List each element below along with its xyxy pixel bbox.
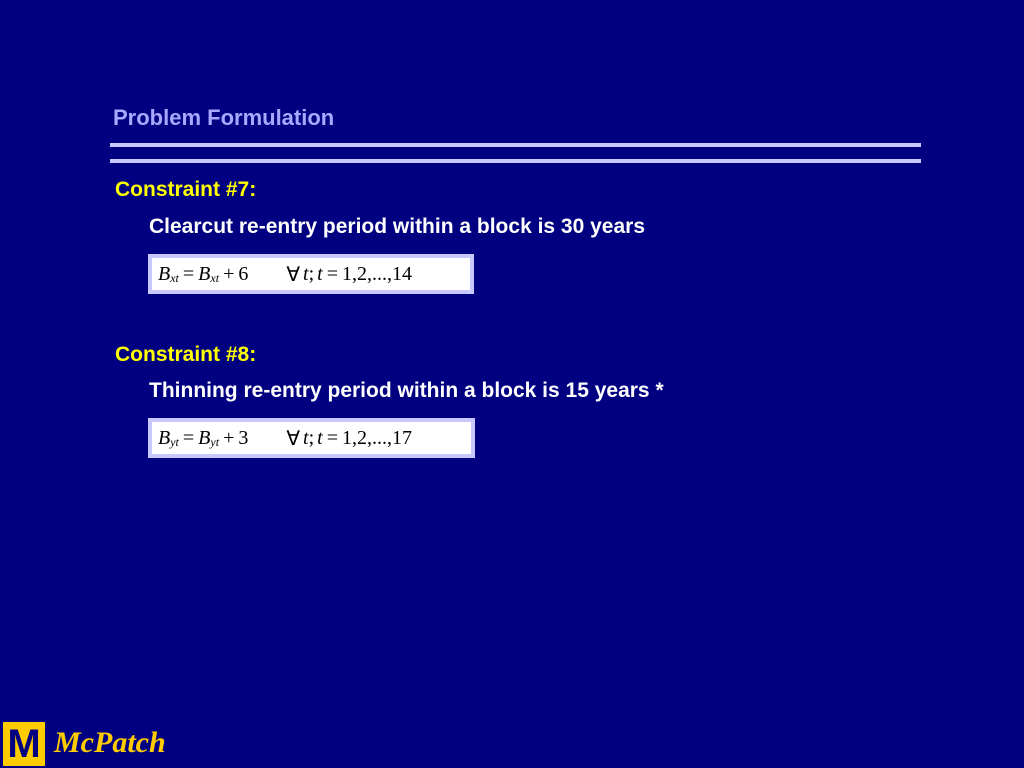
formula-box xyxy=(152,258,470,290)
title-rule-top xyxy=(110,143,921,147)
formula-subscript: xt xyxy=(210,270,220,285)
formula-operator: = xyxy=(182,426,195,449)
formula-var: B xyxy=(198,262,211,285)
formula-operator: + xyxy=(223,262,235,285)
constraint-8-heading: Constraint #8: xyxy=(115,343,257,366)
formula-var: B xyxy=(198,426,211,449)
formula-separator: ; xyxy=(308,262,315,285)
formula-operator: = xyxy=(182,262,195,285)
formula-separator: ; xyxy=(308,426,315,449)
formula-constant: 6 xyxy=(238,262,249,285)
formula-operator: = xyxy=(326,262,338,285)
formula-subscript: yt xyxy=(170,434,179,449)
constraint-7-heading: Constraint #7: xyxy=(115,178,257,201)
formula-box xyxy=(152,422,471,454)
slide-title: Problem Formulation xyxy=(113,105,335,130)
constraint-7-description: Clearcut re-entry period within a block is 30 years xyxy=(149,215,646,238)
formula-index: t xyxy=(317,262,323,285)
constraint-7-formula xyxy=(148,254,474,294)
formula-constant: 3 xyxy=(238,426,249,449)
formula-index: t xyxy=(303,262,309,285)
formula-index: t xyxy=(317,426,323,449)
formula-subscript: yt xyxy=(210,434,220,449)
forall-symbol: ∀ xyxy=(286,263,301,286)
constraint-8-formula xyxy=(148,418,475,458)
formula-range: 1,2,...,17 xyxy=(342,426,412,449)
constraint-8-description: Thinning re-entry period within a block is 15 years * xyxy=(149,379,664,402)
title-rule-bottom xyxy=(110,159,921,163)
brand-name: McPatch xyxy=(54,726,166,759)
formula-subscript: xt xyxy=(170,270,179,285)
logo-letter: M xyxy=(7,722,41,766)
formula-operator: = xyxy=(326,426,338,449)
michigan-logo xyxy=(3,722,45,766)
formula-var: B xyxy=(158,426,171,449)
formula-index: t xyxy=(303,426,309,449)
formula-operator: + xyxy=(223,426,235,449)
forall-symbol: ∀ xyxy=(286,427,301,450)
formula-range: 1,2,...,14 xyxy=(342,262,412,285)
formula-var: B xyxy=(158,262,171,285)
